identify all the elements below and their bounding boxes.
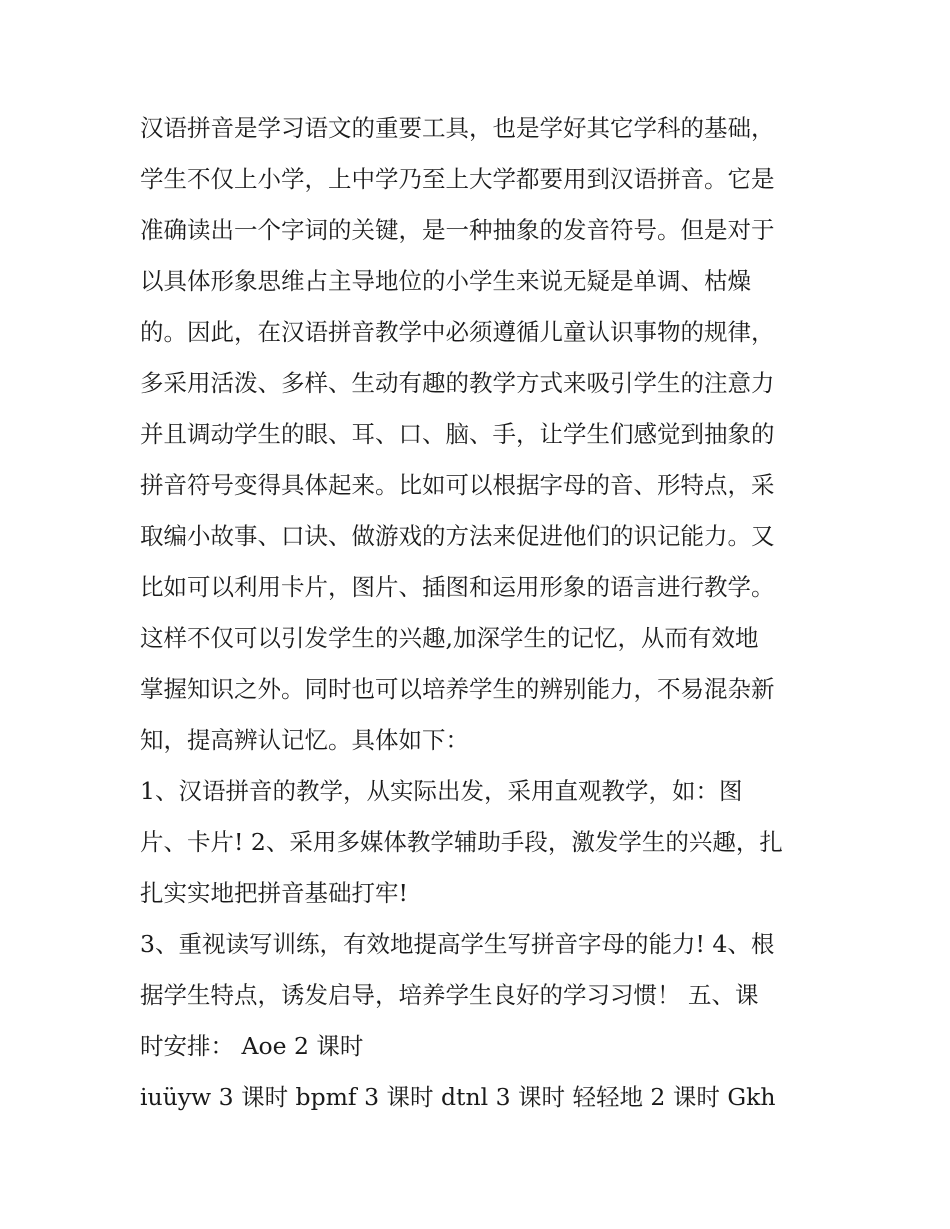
text-line: 这样不仅可以引发学生的兴趣,加深学生的记忆，从而有效地 [140, 624, 759, 652]
text-line: 准确读出一个字词的关键，是一种抽象的发音符号。但是对于 [140, 216, 775, 244]
text-line: 掌握知识之外。同时也可以培养学生的辨别能力，不易混杂新 [140, 675, 775, 703]
list-item-line: 1、汉语拼音的教学，从实际出发，采用直观教学，如：图 [140, 777, 743, 805]
text-line: 知，提高辨认记忆。具体如下： [140, 726, 469, 754]
list-item-line: 扎实实地把拼音基础打牢! [140, 879, 408, 907]
list-item-line: 片、卡片! 2、采用多媒体教学辅助手段，激发学生的兴趣，扎 [140, 828, 783, 856]
text-line: 汉语拼音是学习语文的重要工具，也是学好其它学科的基础， [140, 114, 775, 142]
text-line: 比如可以利用卡片，图片、插图和运用形象的语言进行教学。 [140, 573, 775, 601]
schedule-line: iuüyw 3 课时 bpmf 3 课时 dtnl 3 课时 轻轻地 2 课时 Gkh [140, 1083, 776, 1111]
text-line: 多采用活泼、多样、生动有趣的教学方式来吸引学生的注意力 [140, 369, 775, 397]
list-item-line: 3、重视读写训练，有效地提高学生写拼音字母的能力! 4、根 [140, 930, 775, 958]
text-line: 取编小故事、口诀、做游戏的方法来促进他们的识记能力。又 [140, 522, 775, 550]
text-line: 以具体形象思维占主导地位的小学生来说无疑是单调、枯燥 [140, 267, 751, 295]
text-line: 拼音符号变得具体起来。比如可以根据字母的音、形特点，采 [140, 471, 775, 499]
text-line: 并且调动学生的眼、耳、口、脑、手，让学生们感觉到抽象的 [140, 420, 775, 448]
body-text [140, 108, 820, 1128]
schedule-line: 时安排： Aoe 2 课时 [140, 1032, 364, 1060]
text-line: 学生不仅上小学，上中学乃至上大学都要用到汉语拼音。它是 [140, 165, 775, 193]
list-item-line: 据学生特点，诱发启导，培养学生良好的学习习惯！ 五、课 [140, 981, 759, 1009]
text-line: 的。因此，在汉语拼音教学中必须遵循儿童认识事物的规律， [140, 318, 775, 346]
